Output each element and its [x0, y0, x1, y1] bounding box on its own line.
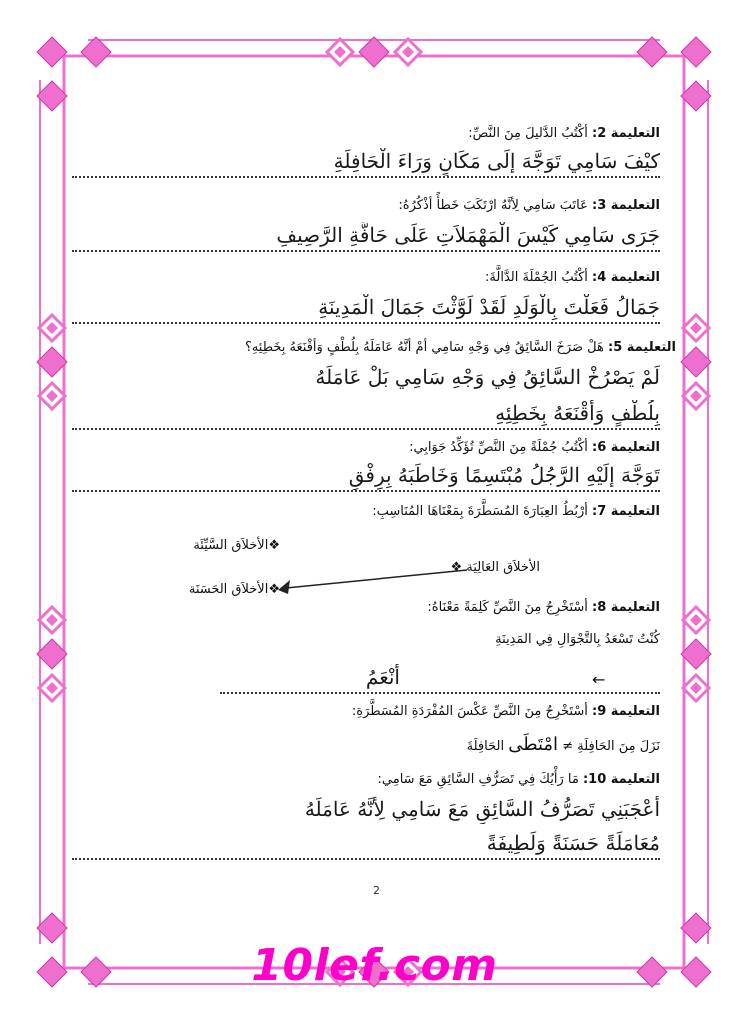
answer-9: امْتَطَى [508, 734, 559, 755]
match-link-line [272, 566, 472, 596]
answer-6: تَوَجَّهَ إلَيْهِ الرَّجُلُ مُبْتَسِمًا وَخَاطَبَهُ بِرِفْقٍ [72, 462, 660, 492]
worksheet [72, 118, 676, 918]
instruction-5: التعليمة 5: هَلْ صَرَخَ السَّائِقُ فِي وَجْهِ سَامِي أمْ أنَّهُ عَامَلَهُ بِلُطْفٍ وَأقْنَعَهُ بِخَطِئِهِ؟ [244, 340, 676, 355]
sentence-8: كُنْتُ تَسْعَدُ بِالتَّجْوَالِ فِي المَدِينَةِ [495, 632, 660, 647]
answer-3: جَرَى سَامِي كَيْسَ الْمَهْمَلاَتِ عَلَى حَافَّةِ الرَّصِيفِ [72, 222, 660, 252]
match-option-1: ❖الأخلاَق السَّيِّئَة [193, 538, 280, 553]
answer-5-line-1: لَمْ يَصْرُخْ السَّائِقُ فِي وَجْهِ سَامِي بَلْ عَامَلَهُ [315, 365, 660, 389]
answer-10-line-1: أعْجَبَنِي تَصَرُّفُ السَّائِقِ مَعَ سَامِي لِأنَّهُ عَامَلَهُ [304, 797, 660, 821]
match-target: الأخلاَق العَالِيَة ❖ [450, 560, 540, 575]
arrow-icon: ← [592, 670, 606, 689]
answer-10-line-2: مُعَامَلَةً حَسَنَةً وَلَطِيفَةً [72, 830, 660, 860]
instruction-3: التعليمة 3: عَاتَبَ سَامِي لِأنَّهُ ارْتَكَبَ خَطأً أذْكُرُهُ: [398, 198, 660, 213]
answer-8: أنْعَمُ [220, 664, 660, 694]
corner-diamond-icon [81, 37, 111, 67]
corner-diamond-icon [637, 37, 667, 67]
match-option-2: ❖الأخلاَق الحَسَنَة [188, 582, 280, 597]
instruction-2: التعليمة 2: أكْتُبُ الدَّليلَ مِنَ النَّصِّ: [468, 126, 660, 141]
page-number: 2 [373, 884, 380, 897]
answer-5-line-2: بِلُطْفٍ وَأقْنَعَهُ بِخَطِئِهِ [72, 400, 660, 430]
instruction-4: التعليمة 4: أكْتُبُ الجُمْلَةَ الدَّالَّةَ: [485, 270, 660, 285]
instruction-8: التعليمة 8: أسْتَخْرِجُ مِنَ النَّصِّ كَلِمَةً مَعْنَاهُ: [427, 600, 660, 615]
instruction-7: التعليمة 7: أرْبُطُ العِبَارَةَ المُسَطَّرَةَ بِمَعْنَاهَا المُنَاسِبِ: [372, 504, 660, 519]
answer-2: كيْفَ سَامِي تَوَجَّهَ إلَى مَكَانٍ وَرَاءَ الْحَافِلَةِ [72, 148, 660, 178]
sentence-9: نَزَلَ مِنَ الحَافِلَةِ ≠ امْتَطَى الحَافِلَةَ [466, 734, 660, 755]
site-logo[interactable]: 10lef.com [251, 940, 498, 991]
instruction-9: التعليمة 9: أسْتَخْرِجُ مِنَ النَّصِّ عَكْسَ المُفْرَدَةِ المُسَطَّرَةِ: [351, 704, 660, 719]
answer-4: جَمَالُ فَعَلْتَ بِالْوَلَدِ لَقَدْ لَوَّثْتَ جَمَالَ الْمَدِينَةِ [72, 294, 660, 324]
instruction-10: التعليمة 10: مَا رَأْيُكَ فِي تَصَرُّفِ السَّائِقِ مَعَ سَامِي: [377, 772, 660, 787]
instruction-6: التعليمة 6: أكْتُبُ جُمْلَةً مِنَ النَّصِّ تُؤَكِّدُ جَوَابِي: [409, 440, 660, 455]
